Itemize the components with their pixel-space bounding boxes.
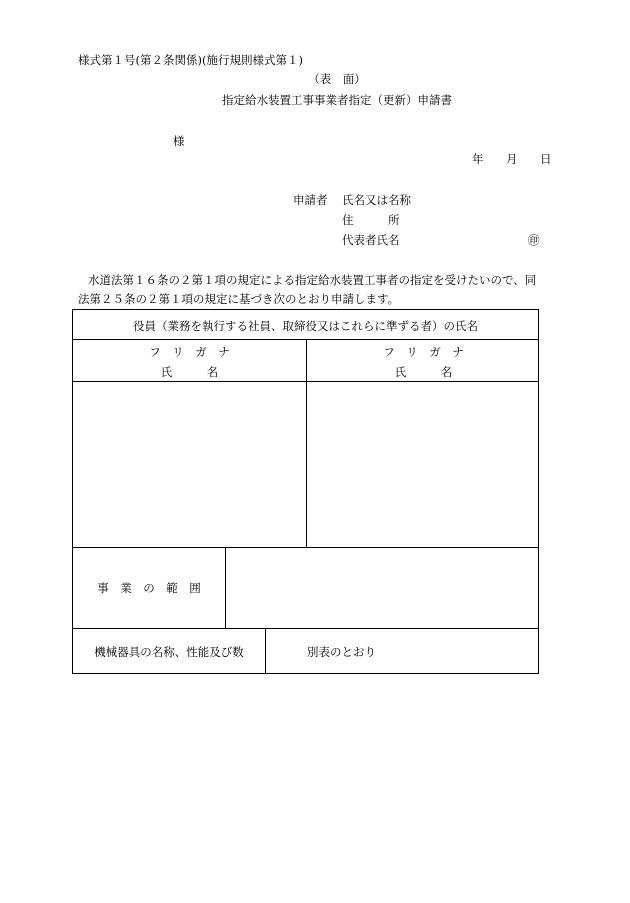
page-title: 指定給水装置工事事業者指定（更新）申請書 [222,93,452,107]
officers-header: 役員（業務を執行する社員、取締役又はこれらに準ずる者）の氏名 [133,319,478,333]
applicant-rep-label: 代表者氏名 [342,233,400,247]
date-day: 日 [540,152,552,166]
business-scope-entry[interactable] [226,548,539,628]
form-number: 様式第１号(第２条関係)(施行規則様式第１) [78,53,303,67]
seal-icon: ㊞ [528,233,540,247]
furigana-right-label: フ リ ガ ナ [383,345,464,359]
date-year: 年 [472,152,484,166]
business-scope-label: 事 業 の 範 囲 [97,581,201,595]
name-left-label: 氏 名 [160,365,219,379]
equipment-value: 別表のとおり [307,645,376,659]
equipment-divider [265,629,266,674]
side-label: （表 面） [308,72,366,86]
date-month: 月 [506,152,518,166]
applicant-name-label: 氏名又は名称 [342,193,411,207]
business-scope-divider [225,548,226,629]
applicant-address-label: 住 所 [342,213,400,227]
name-right-label: 氏 名 [394,365,453,379]
body-text-line1: 水道法第１６条の２第１項の規定による指定給水装置工事者の指定を受けたいので、同 [88,273,537,287]
body-text-line2: 法第２５条の２第１項の規定に基づき次のとおり申請します。 [78,292,400,306]
equipment-row [73,629,538,674]
furigana-left-label: フ リ ガ ナ [149,345,230,359]
officers-table [72,309,539,674]
officers-header-row [73,310,538,340]
business-scope-row [73,548,538,629]
addressee-suffix: 様 [173,134,185,148]
equipment-label: 機械器具の名称、性能及び数 [94,645,244,659]
officers-column-divider [306,340,307,548]
applicant-label: 申請者 [293,193,328,207]
